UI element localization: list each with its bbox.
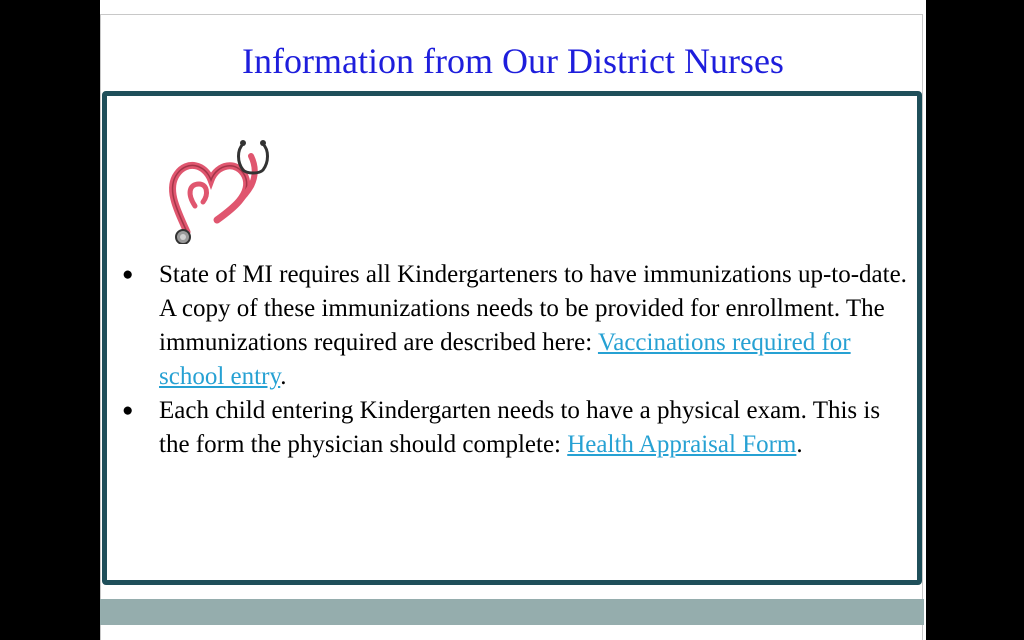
health-appraisal-form-link[interactable]: Health Appraisal Form [567,431,797,458]
footer-band [100,599,924,625]
slide [100,0,926,640]
bullet-list [107,258,907,462]
content-box [102,91,922,585]
stethoscope-heart-icon [165,136,271,244]
bullet-text: State of MI requires all Kindergarteners to have immunizations up-to-date. A copy of these immunizations needs to be provided for enrollment. The immunizations required are described here: [159,261,907,356]
list-item [107,258,907,394]
bullet-marker: ● [122,264,134,285]
list-item [107,394,907,462]
bullet-text-end: . [796,431,803,458]
bullet-marker: ● [122,400,134,421]
slide-title: Information from Our District Nurses [242,41,784,81]
bullet-text: Each child entering Kindergarten needs to have a physical exam. This is the form the physician should complete: [159,397,881,458]
bullet-text-end: . [280,363,287,390]
vaccinations-link[interactable]: Vaccinations required for school entry [159,329,851,390]
